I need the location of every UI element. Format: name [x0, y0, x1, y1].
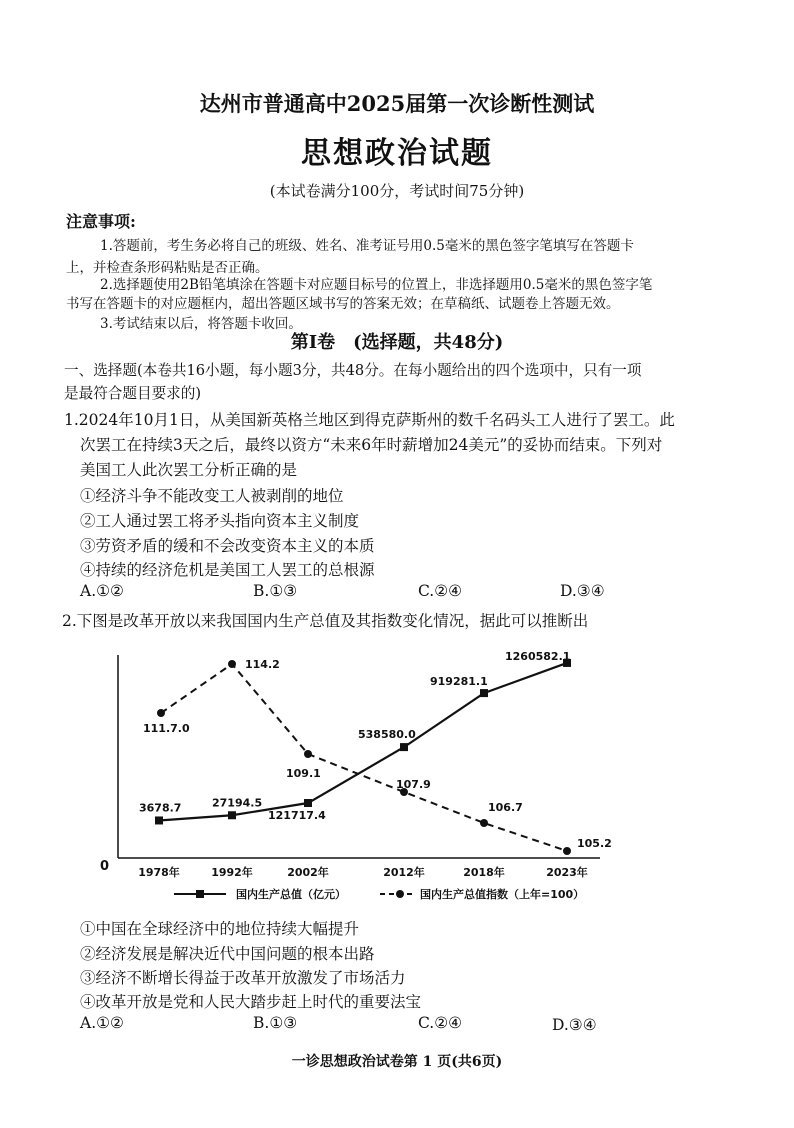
q1-statement-1: ①经济斗争不能改变工人被剥削的地位 — [80, 487, 344, 505]
notice-item-3: 3.考试结束以后，将答题卡收回。 — [100, 316, 302, 332]
section-instructions-cont: 是最符合题目要求的) — [64, 385, 202, 402]
gdp-data-label: 919281.1 — [430, 675, 488, 689]
chart-x-tick-label: 2012年 — [383, 866, 425, 879]
gdp-point-marker — [228, 811, 236, 819]
notice-item-2: 2.选择题使用2B铅笔填涂在答题卡对应题目标号的位置上，非选择题用0.5毫米的黑色签字笔 — [100, 277, 653, 293]
q1-statement-4: ④持续的经济危机是美国工人罢工的总根源 — [80, 561, 375, 579]
gdp-data-label: 1260582.1 — [505, 649, 571, 663]
index-data-label: 114.2 — [245, 658, 280, 671]
gdp-point-marker — [480, 689, 488, 697]
exam-info: (本试卷满分100分，考试时间75分钟) — [269, 182, 525, 200]
section-instructions: 一、选择题(本卷共16小题，每小题3分，共48分。在每小题给出的四个选项中，只有一项 — [64, 362, 642, 379]
gdp-point-marker — [400, 743, 408, 751]
q1-option-c: C.②④ — [418, 582, 463, 600]
chart-x-tick-label: 2018年 — [463, 866, 505, 879]
legend-index-label: 国内生产总值指数（上年=100） — [420, 888, 585, 901]
q2-statement-1: ①中国在全球经济中的地位持续大幅提升 — [80, 920, 360, 938]
legend-gdp-marker — [196, 890, 204, 898]
exam-header: 达州市普通高中2025届第一次诊断性测试 — [199, 91, 595, 116]
index-point-marker — [157, 709, 165, 717]
exam-subject-title: 思想政治试题 — [301, 136, 493, 171]
index-series-line — [161, 664, 567, 851]
q2-option-b: B.①③ — [253, 1014, 298, 1032]
index-data-label: 106.7 — [488, 801, 523, 814]
q2-option-d: D.③④ — [552, 1016, 597, 1034]
index-point-marker — [480, 819, 488, 827]
section-title: 第Ⅰ卷 (选择题，共48分) — [290, 332, 504, 353]
gdp-point-marker — [304, 799, 312, 807]
notice-heading: 注意事项: — [66, 212, 136, 231]
index-data-label: 105.2 — [577, 837, 612, 850]
index-point-marker — [228, 660, 236, 668]
index-point-marker — [563, 847, 571, 855]
notice-item-2-cont: 书写在答题卡的对应题框内，超出答题区域书写的答案无效；在草稿纸、试题卷上答题无效。 — [66, 296, 620, 312]
chart-origin-label: 0 — [100, 859, 110, 874]
q2-statement-3: ③经济不断增长得益于改革开放激发了市场活力 — [80, 969, 406, 987]
legend-index-marker — [396, 890, 404, 898]
q1-option-d: D.③④ — [560, 582, 605, 600]
q1-option-a: A.①② — [80, 582, 124, 600]
gdp-data-label: 121717.4 — [268, 809, 326, 823]
q1-option-b: B.①③ — [253, 582, 298, 600]
gdp-point-marker — [155, 816, 163, 824]
chart-x-tick-label: 2002年 — [287, 866, 329, 879]
gdp-data-label: 538580.0 — [358, 728, 416, 742]
chart-x-tick-label: 1992年 — [211, 866, 253, 879]
index-data-label: 107.9 — [396, 778, 431, 791]
q1-stem-3: 美国工人此次罢工分析正确的是 — [80, 461, 298, 479]
q2-option-a: A.①② — [80, 1014, 124, 1032]
q2-option-c: C.②④ — [418, 1014, 463, 1032]
q1-stem-2: 次罢工在持续3天之后，最终以资方“未来6年时薪增加24美元”的妥协而结束。下列对 — [80, 436, 663, 454]
notice-item-1-cont: 上，并检查条形码粘贴是否正确。 — [66, 260, 269, 276]
index-data-label: 111.7.0 — [143, 722, 190, 735]
index-data-label: 109.1 — [286, 767, 321, 780]
notice-item-1: 1.答题前，考生务必将自己的班级、姓名、准考证号用0.5毫米的黑色签字笔填写在答题卡 — [100, 238, 634, 254]
q1-statement-3: ③劳资矛盾的缓和不会改变资本主义的本质 — [80, 537, 375, 555]
q1-statement-2: ②工人通过罢工将矛头指向资本主义制度 — [80, 512, 360, 530]
gdp-data-label: 3678.7 — [139, 801, 182, 815]
q2-statement-2: ②经济发展是解决近代中国问题的根本出路 — [80, 945, 375, 963]
chart-x-tick-label: 1978年 — [138, 866, 180, 879]
q2-stem: 2.下图是改革开放以来我国国内生产总值及其指数变化情况，据此可以推断出 — [62, 612, 589, 630]
index-point-marker — [304, 750, 312, 758]
page-footer: 一诊思想政治试卷第 1 页(共6页) — [291, 1054, 503, 1070]
gdp-data-label: 27194.5 — [212, 796, 263, 810]
legend-gdp-label: 国内生产总值（亿元） — [236, 888, 346, 901]
q2-statement-4: ④改革开放是党和人民大踏步赶上时代的重要法宝 — [80, 993, 422, 1011]
q1-stem: 1.2024年10月1日，从美国新英格兰地区到得克萨斯州的数千名码头工人进行了罢工。此 — [64, 411, 675, 429]
chart-x-tick-label: 2023年 — [546, 866, 588, 879]
